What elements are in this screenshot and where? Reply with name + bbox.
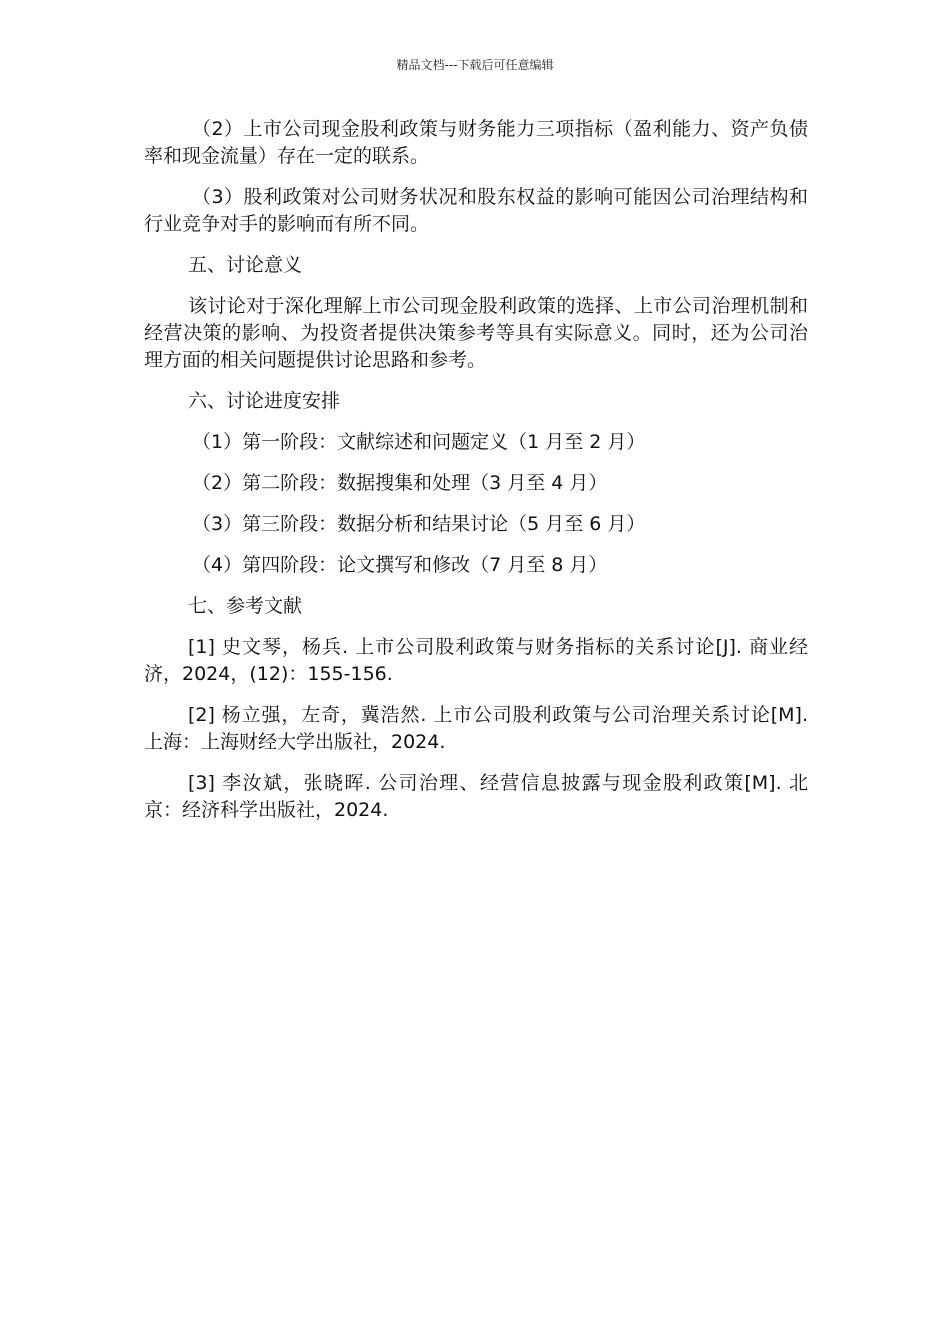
page-header: 精品文档---下载后可任意编辑: [396, 58, 554, 72]
schedule-item-1: （1）第一阶段：文献综述和问题定义（1 月至 2 月）: [192, 431, 646, 453]
reference-item-2: [2] 杨立强，左奇，冀浩然. 上市公司股利政策与公司治理关系讨论[M]. 上海：上海财经大学出版社，2024.: [144, 704, 808, 753]
conclusion-item-3: （3）股利政策对公司财务状况和股东权益的影响可能因公司治理结构和行业竞争对手的影响而有所不同。: [144, 186, 808, 235]
section-heading-schedule: 六、讨论进度安排: [188, 390, 341, 412]
schedule-item-4: （4）第四阶段：论文撰写和修改（7 月至 8 月）: [192, 554, 608, 576]
reference-item-1: [1] 史文琴，杨兵. 上市公司股利政策与财务指标的关系讨论[J]. 商业经济，2024，(12)：155-156.: [144, 636, 808, 685]
document-body: [144, 116, 808, 838]
section-heading-references: 七、参考文献: [188, 595, 303, 617]
schedule-item-2: （2）第二阶段：数据搜集和处理（3 月至 4 月）: [192, 472, 608, 494]
significance-paragraph: 该讨论对于深化理解上市公司现金股利政策的选择、上市公司治理机制和经营决策的影响、为投资者提供决策参考等具有实际意义。同时，还为公司治理方面的相关问题提供讨论思路和参考。: [144, 295, 808, 371]
reference-item-3: [3] 李汝斌，张晓晖. 公司治理、经营信息披露与现金股利政策[M]. 北京：经济科学出版社，2024.: [144, 772, 808, 821]
schedule-item-3: （3）第三阶段：数据分析和结果讨论（5 月至 6 月）: [192, 513, 646, 535]
section-heading-significance: 五、讨论意义: [188, 254, 303, 276]
conclusion-item-2: （2）上市公司现金股利政策与财务能力三项指标（盈利能力、资产负债率和现金流量）存在一定的联系。: [144, 118, 808, 167]
